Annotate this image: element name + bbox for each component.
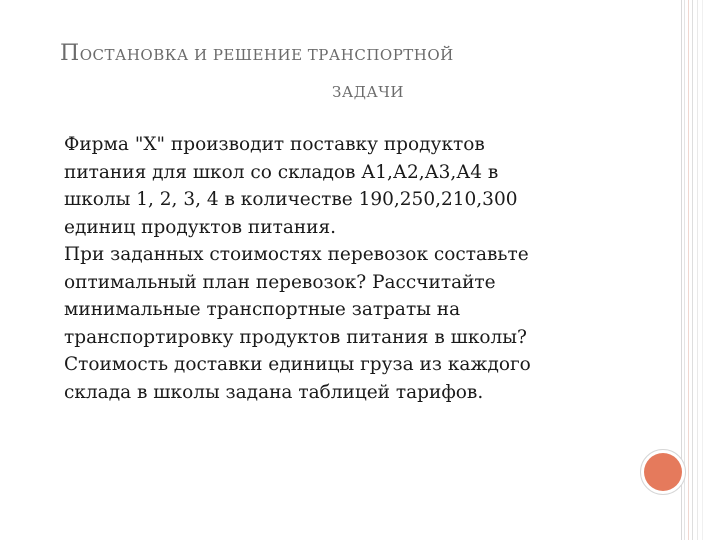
body-line: транспортировку продуктов питания в школы? <box>64 326 527 348</box>
body-line: единиц продуктов питания. <box>64 216 337 238</box>
decorative-line <box>688 0 689 540</box>
body-line: питания для школ со складов А1,А2,А3,А4 в <box>64 161 499 183</box>
body-line: Фирма "Х" производит поставку продуктов <box>64 134 485 155</box>
body-line: Стоимость доставки единицы груза из каждого <box>64 354 531 375</box>
body-line: минимальные транспортные затраты на <box>64 299 461 320</box>
decorative-circle-accent <box>644 453 682 491</box>
slide-body <box>64 131 644 406</box>
title-line-2: ЗАДАЧИ <box>332 83 404 101</box>
decorative-line <box>684 0 685 540</box>
body-line: оптимальный план перевозок? Рассчитайте <box>64 271 496 293</box>
title-drop-cap: П <box>60 41 80 66</box>
decorative-line <box>702 0 703 540</box>
title-line-1-text: ОСТАНОВКА И РЕШЕНИЕ ТРАНСПОРТНОЙ <box>79 46 454 64</box>
decorative-side-band <box>680 0 720 540</box>
body-line: склада в школы задана таблицей тарифов. <box>64 381 484 403</box>
decorative-line <box>697 0 698 540</box>
decorative-line <box>692 0 693 540</box>
title-line-1 <box>60 40 660 69</box>
body-line: При заданных стоимостях перевозок составьте <box>64 244 529 265</box>
body-line: школы 1, 2, 3, 4 в количестве 190,250,210,300 <box>64 189 518 210</box>
slide-title <box>60 40 660 107</box>
